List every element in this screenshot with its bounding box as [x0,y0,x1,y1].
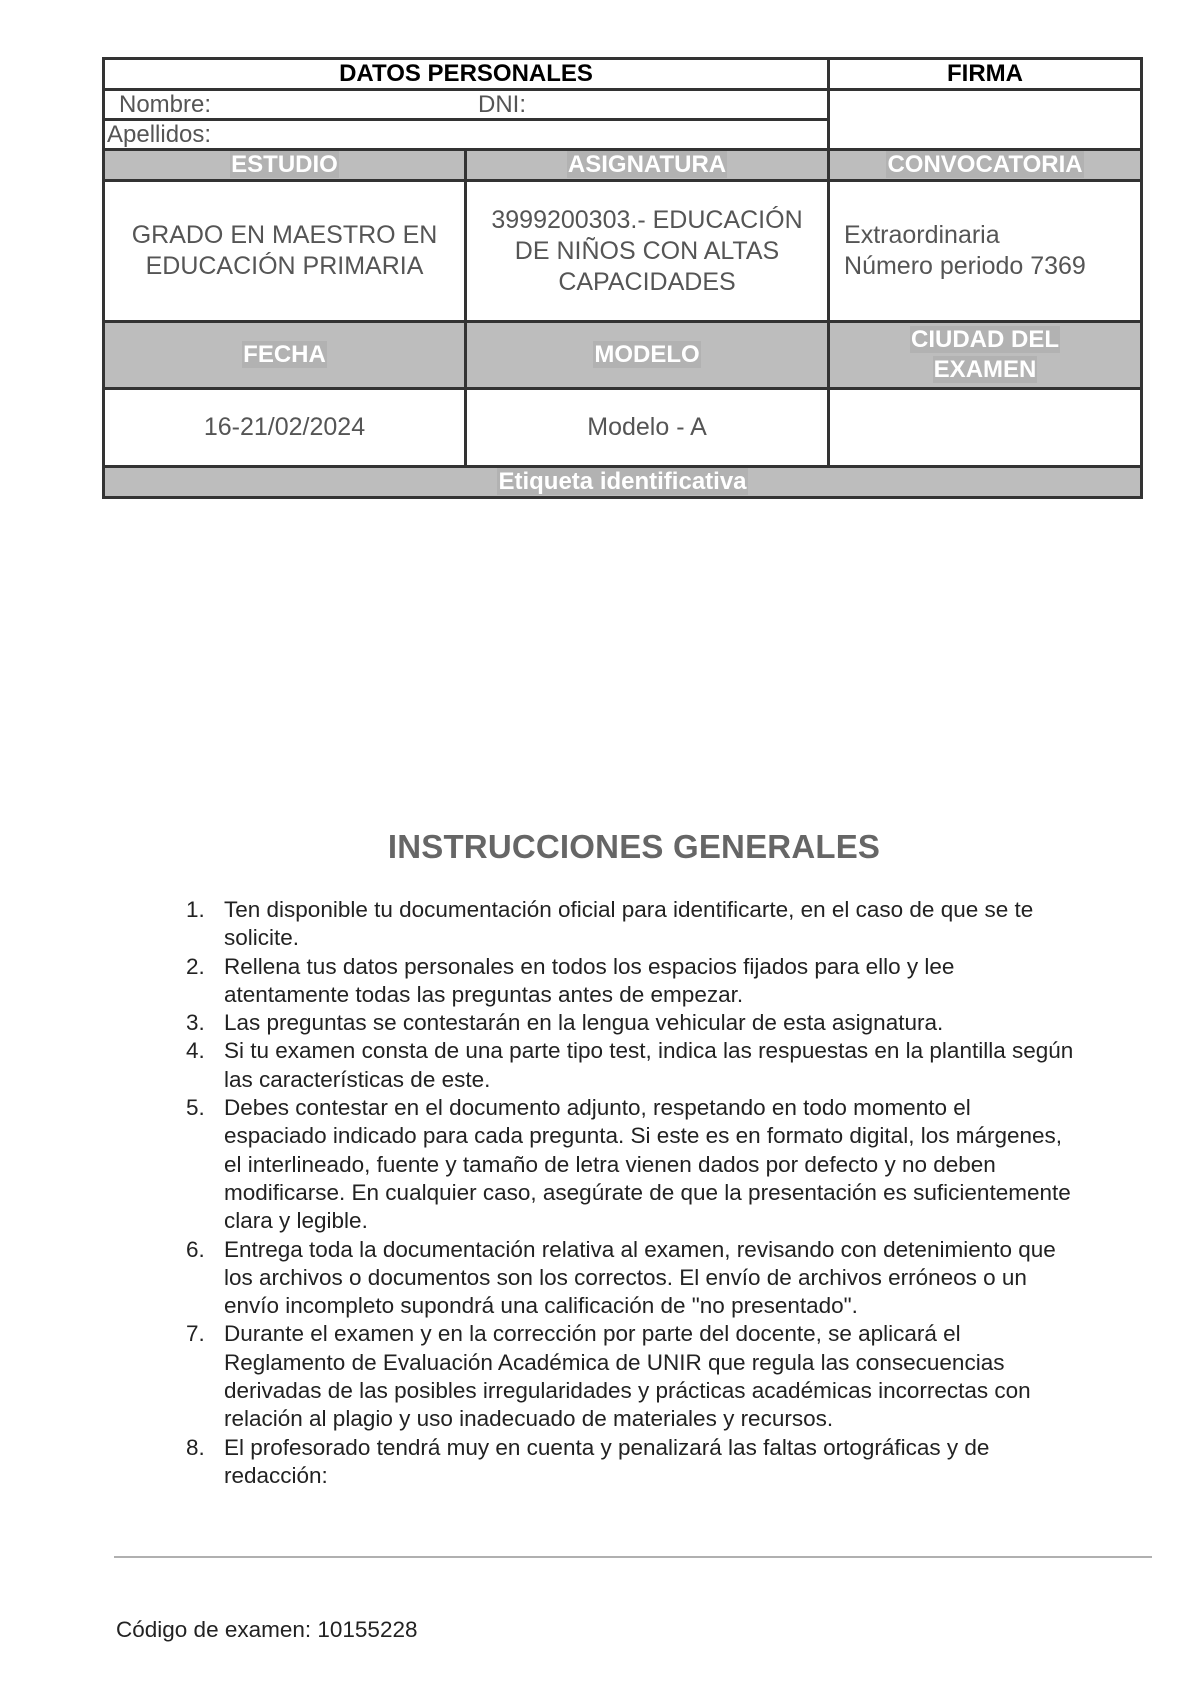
exam-code: Código de examen: 10155228 [116,1617,418,1642]
asignatura-value: 3999200303.- EDUCACIÓN DE NIÑOS CON ALTAS CAPACIDADES [466,181,829,322]
instruction-item: 7. Durante el examen y en la corrección por parte del docente, se aplicará el Reglamento de Evaluación Académica de UNIR que regula las consecuencias derivadas de las posibles irregularidades y prácticas académicas incorrectas con relación al plagio y uso inadecuado de materiales y recursos. [186,1321,1031,1432]
convocatoria-value: Extraordinaria Número periodo 7369 [829,181,1142,322]
exam-header-table [102,57,1143,499]
modelo-value: Modelo - A [466,389,829,467]
instruction-item: 1. Ten disponible tu documentación oficial para identificarte, en el caso de que se te solicite. [186,897,1034,951]
ciudad-value[interactable] [829,389,1142,467]
instructions-title: INSTRUCCIONES GENERALES [387,828,881,865]
etiqueta-identificativa: Etiqueta identificativa [104,467,1142,498]
estudio-header: ESTUDIO [104,150,466,181]
apellidos-field[interactable] [104,120,829,150]
instructions-list [176,896,1146,1490]
instruction-item: 8. El profesorado tendrá muy en cuenta y penalizará las faltas ortográficas y de redacción: [186,1434,990,1488]
fecha-header: FECHA [104,322,466,389]
asignatura-header: ASIGNATURA [466,150,829,181]
footer-divider [114,1556,1152,1558]
firma-box[interactable] [829,90,1142,150]
firma-header: FIRMA [829,59,1142,90]
instruction-item: 2. Rellena tus datos personales en todos los espacios fijados para ello y lee atentamente todas las preguntas antes de empezar. [186,953,955,1007]
estudio-value: GRADO EN MAESTRO EN EDUCACIÓN PRIMARIA [104,181,466,322]
instruction-item: 5. Debes contestar en el documento adjunto, respetando en todo momento el espaciado indicado para cada pregunta. Si este es en formato digital, los márgenes, el interlineado, fuente y tamaño de letra vienen dados por defecto y no deben modificarse. En cualquier caso, asegúrate de que la presentación es suficientemente clara y legible. [186,1095,1071,1234]
nombre-label: Nombre: [119,91,212,118]
nombre-dni-field[interactable] [104,90,829,120]
apellidos-label: Apellidos: [107,121,212,148]
convocatoria-header: CONVOCATORIA [829,150,1142,181]
ciudad-header: CIUDAD DEL EXAMEN [829,322,1142,389]
instruction-item: 6. Entrega toda la documentación relativa al examen, revisando con detenimiento que los archivos o documentos son los correctos. El envío de archivos erróneos o un envío incompleto supondrá una calificación de "no presentado". [186,1236,1056,1319]
instruction-item: 3. Las preguntas se contestarán en la lengua vehicular de esta asignatura. [186,1010,944,1036]
modelo-header: MODELO [466,322,829,389]
fecha-value: 16-21/02/2024 [104,389,466,467]
datos-personales-header: DATOS PERSONALES [104,59,829,90]
instruction-item: 4. Si tu examen consta de una parte tipo test, indica las respuestas en la plantilla según las características de este. [186,1038,1074,1092]
dni-label: DNI: [478,91,526,118]
